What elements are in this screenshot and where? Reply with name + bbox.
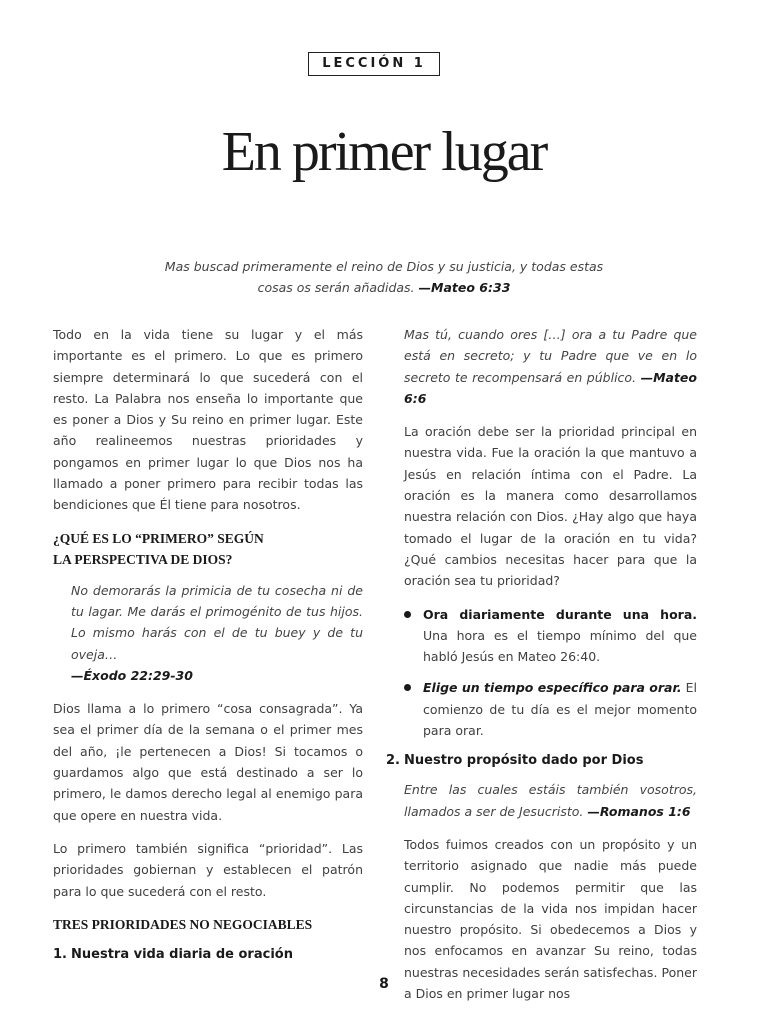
matthew-reference: —Mateo 6:6 — [404, 369, 697, 406]
priority-item-2-label: Nuestro propósito dado por Dios — [404, 753, 644, 769]
purpose-paragraph: Todos fuimos creados con un propósito y un territorio asignado que nadie más puede cumplir. No podemos permitir que las circunstancias de la vida nos impidan hacer nuestro propósito. Si obedecemos a Dios y nos enfocamos en avanzar Su reino, todas nuestras necesidades serán satisfechas. Poner a Dios en primer lugar nos — [404, 836, 697, 1002]
romans-quote — [404, 779, 697, 822]
bullet-text: Una hora es el tiempo mínimo del que habló Jesús en Mateo 26:40. — [423, 627, 697, 665]
romans-quote-text: Entre las cuales estáis también vosotros, llamados a ser de Jesucristo. — [404, 782, 697, 819]
priority-item-2 — [386, 751, 697, 771]
matthew-quote — [404, 324, 697, 409]
bullet-bold: Elige un tiempo específico para orar. — [423, 680, 682, 696]
prayer-paragraph: La oración debe ser la prioridad principal en nuestra vida. Fue la oración la que mantuvo a Jesús en relación íntima con el Padre. La oración es la manera como desarrollamos nuestra relación con Dios. ¿Hay algo que haya tomado el lugar de la oración en tu vida? ¿Qué cambios necesitas hacer para que la oración sea tu prioridad? — [404, 424, 697, 589]
epigraph-text: Mas buscad primeramente el reino de Dios y su justicia, y todas estas cosas os serán añadidas. — [164, 259, 604, 295]
heading-line-2: LA PERSPECTIVA DE DIOS? — [53, 551, 233, 567]
right-column — [386, 324, 697, 1016]
heading-line-1: ¿QUÉ ES LO “PRIMERO” SEGÚN — [53, 530, 264, 546]
exodus-quote — [53, 580, 363, 686]
priority-paragraph: Lo primero también significa “prioridad”. Las prioridades gobiernan y establecen el patrón para lo que sucederá con el resto. — [53, 840, 363, 899]
epigraph-reference: —Mateo 6:33 — [418, 280, 511, 295]
page-title: En primer lugar — [221, 121, 547, 183]
bullet-text: El comienzo de tu día es el mejor momento para orar. — [423, 680, 697, 739]
consecrated-paragraph: Dios llama a lo primero “cosa consagrada”. Ya sea el primer día de la semana o el primer mes del año, ¡le pertenecen a Dios! Si tocamos o guardamos algo que está destinado a ser lo primero, le damos derecho legal al enemigo para que opere en nuestra vida. — [53, 701, 363, 823]
priority-item-1 — [53, 945, 363, 965]
bullet-item — [404, 604, 697, 668]
left-column — [53, 324, 363, 973]
bullet-item — [404, 677, 697, 741]
section-heading-first — [53, 528, 363, 570]
priority-item-1-label: Nuestra vida diaria de oración — [71, 946, 293, 962]
lesson-label: LECCIÓN 1 — [308, 52, 440, 76]
exodus-quote-text: No demorarás la primicia de tu cosecha ni de tu lagar. Me darás el primogénito de tus hijos. Lo mismo harás con el de tu buey y de tu oveja… — [71, 582, 363, 662]
epigraph — [150, 256, 618, 298]
page-number: 8 — [379, 976, 389, 992]
prayer-tips-list — [404, 604, 697, 742]
intro-paragraph: Todo en la vida tiene su lugar y el más importante es el primero. Lo que es primero siempre determinará lo que sucederá con el resto. La Palabra nos enseña lo importante que es poner a Dios y Su reino en primer lugar. Este año realineemos nuestras prioridades y pongamos en primer lugar lo que Dios nos ha llamado a poner primero para recibir todas las bendiciones que Él tiene para nosotros. — [53, 327, 363, 513]
bullet-dot-icon — [404, 611, 411, 618]
bullet-bold: Ora diariamente durante una hora. — [423, 606, 697, 622]
priority-item-1-number: 1. — [53, 946, 67, 962]
bullet-dot-icon — [404, 684, 411, 691]
romans-reference: —Romanos 1:6 — [587, 803, 691, 819]
exodus-reference: —Éxodo 22:29-30 — [71, 667, 193, 683]
matthew-quote-text: Mas tú, cuando ores […] ora a tu Padre que está en secreto; y tu Padre que ve en lo secreto te recompensará en público. — [404, 327, 697, 385]
section-heading-priorities: TRES PRIORIDADES NO NEGOCIABLES — [53, 916, 313, 932]
priority-item-2-number: 2. — [386, 753, 400, 769]
